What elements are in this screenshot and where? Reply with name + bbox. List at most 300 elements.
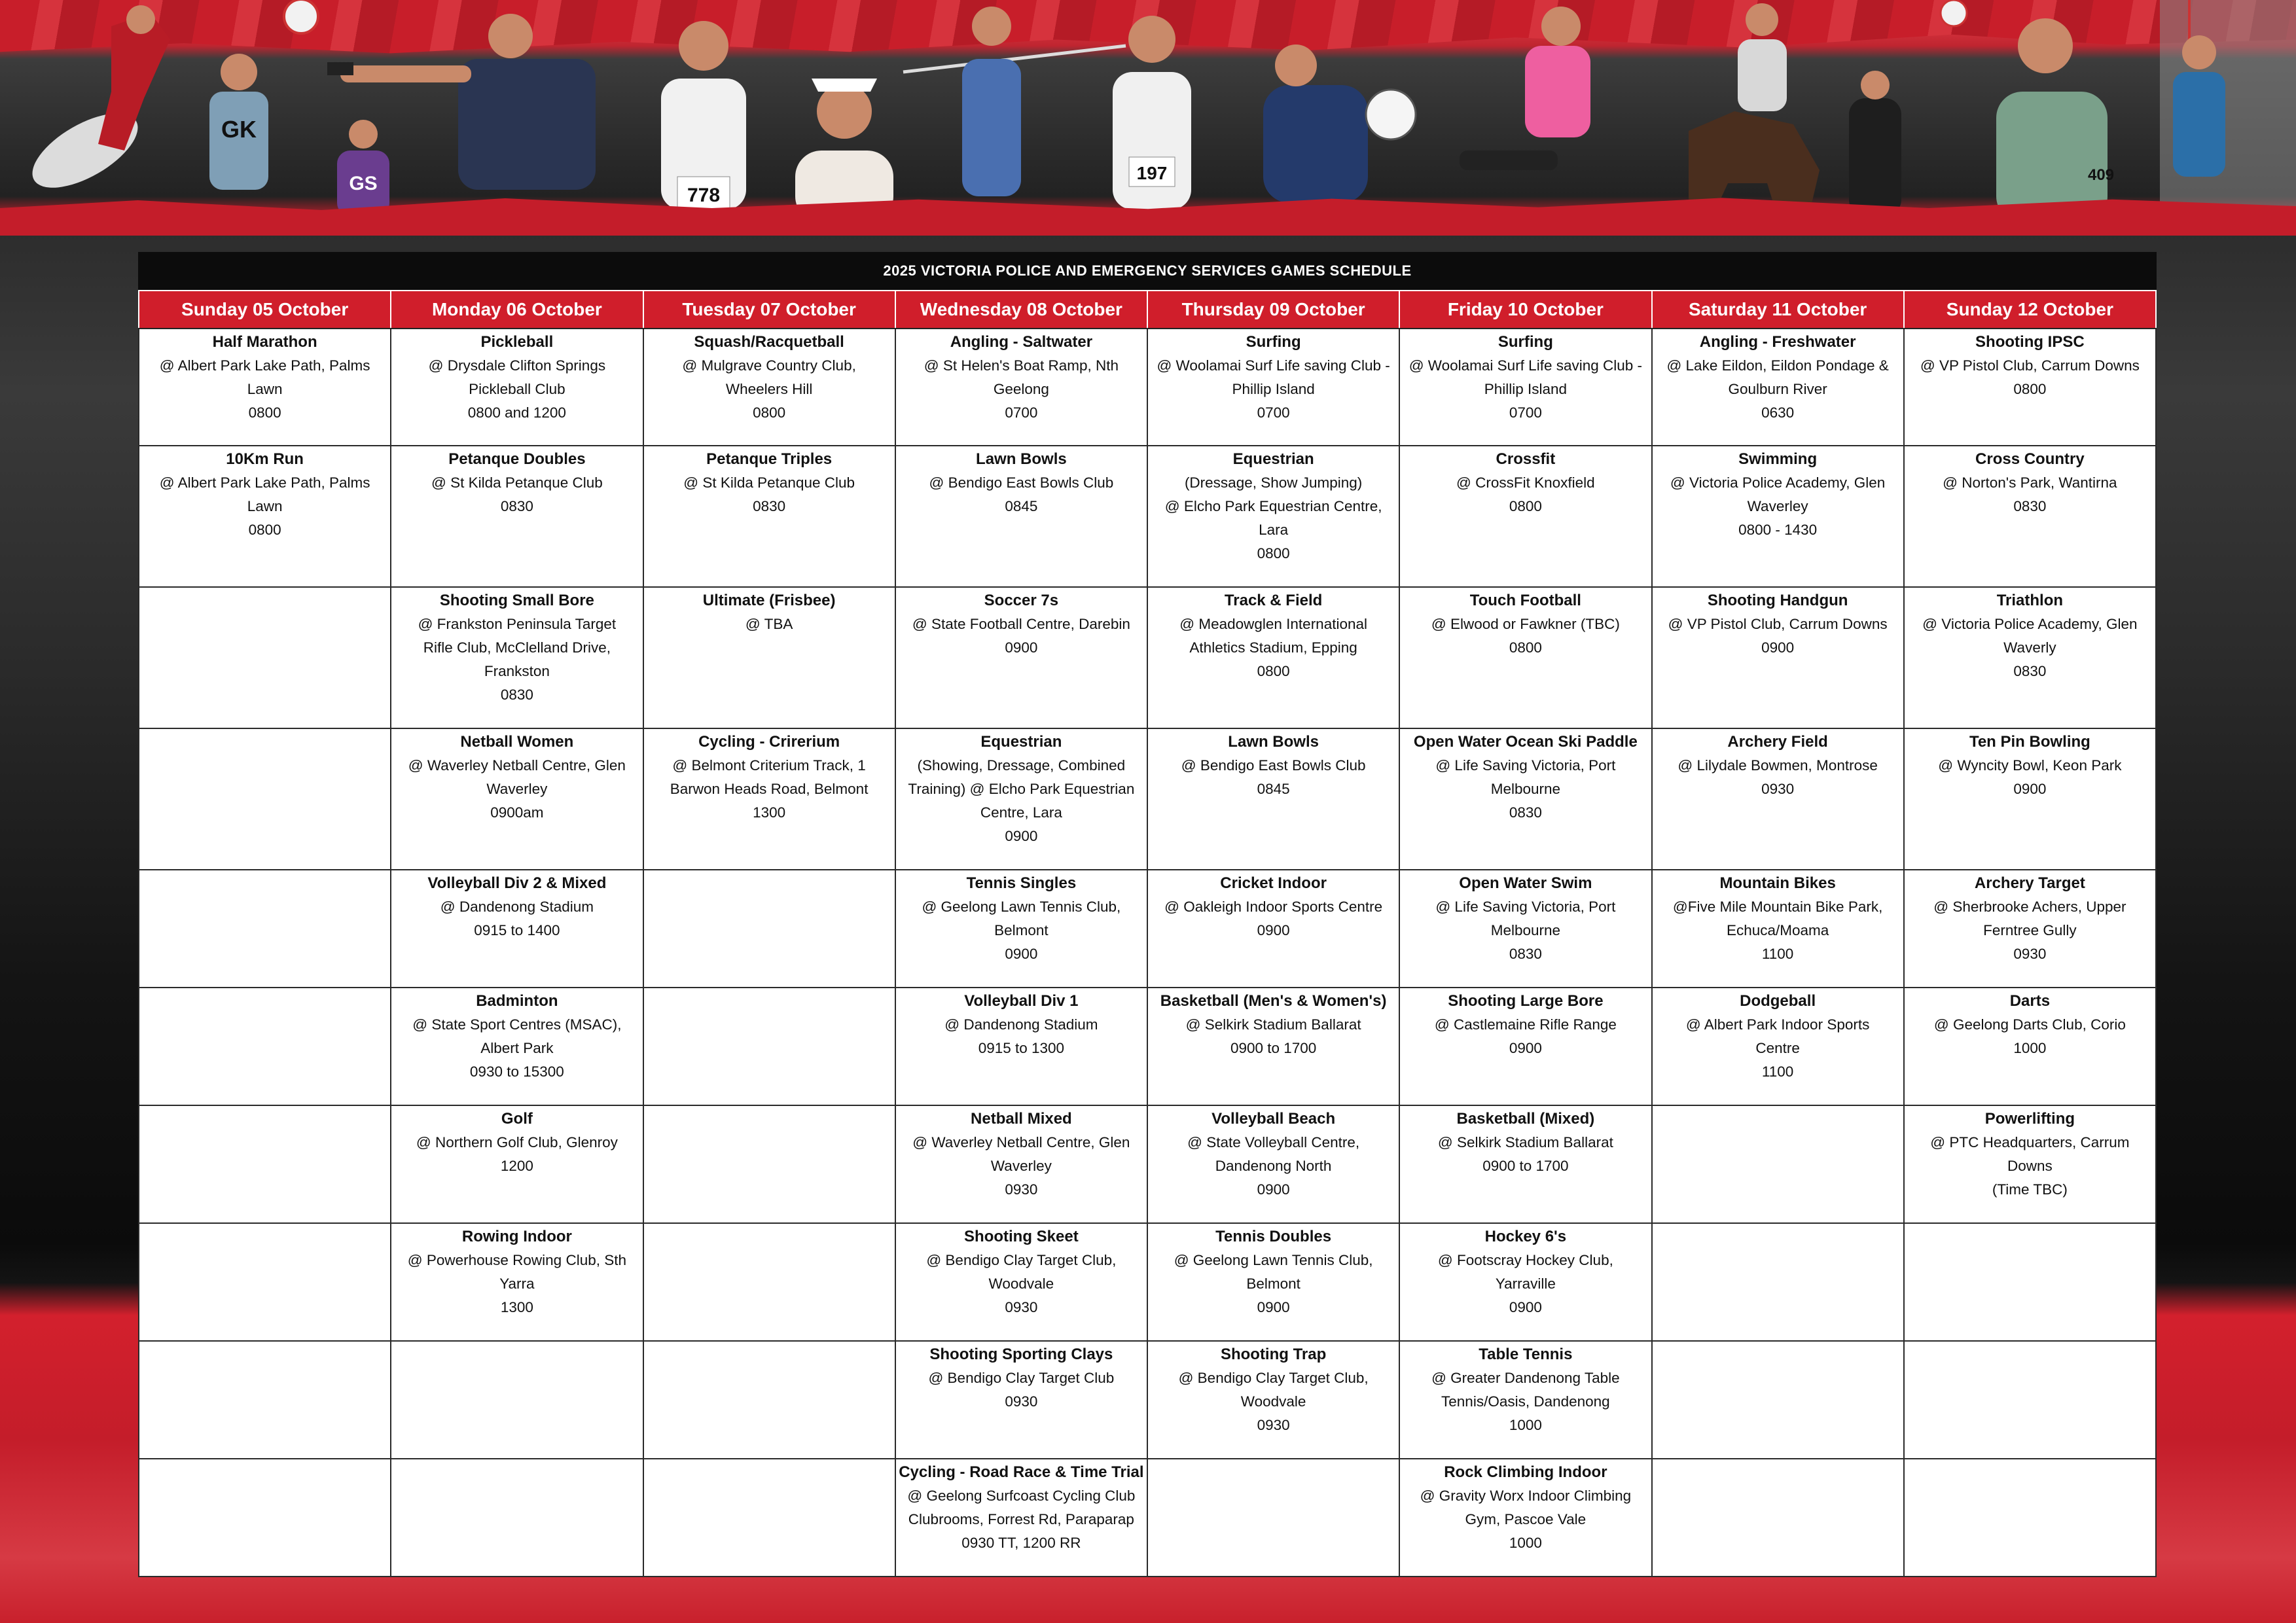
event-name: Rowing Indoor [461, 1228, 572, 1245]
schedule-cell [1652, 1223, 1904, 1341]
event-detail-line: 0800 [753, 404, 786, 421]
schedule-row [139, 988, 2156, 1105]
event-name: Equestrian [1232, 450, 1314, 468]
event-name: Crossfit [1496, 450, 1556, 468]
bib-gk: GK [221, 116, 257, 143]
event-detail-line: Lara [1259, 522, 1289, 538]
event-detail-line: @ Bendigo Clay Target Club, [1178, 1370, 1369, 1386]
schedule-cell [1904, 988, 2156, 1105]
event-detail-line: Waverley [990, 1158, 1052, 1174]
event-detail-line: @ Wyncity Bowl, Keon Park [1938, 757, 2122, 774]
event-name: Tennis Singles [966, 874, 1077, 892]
schedule-cell [1652, 728, 1904, 870]
event-detail-line: @ CrossFit Knoxfield [1456, 474, 1595, 491]
schedule-cell [1399, 1341, 1651, 1459]
schedule-cell [391, 988, 643, 1105]
schedule-cell [1147, 329, 1399, 446]
event-name: Shooting Handgun [1707, 592, 1848, 609]
event-detail-line: 0700 [1005, 404, 1038, 421]
event-name: Volleyball Div 2 & Mixed [427, 874, 607, 892]
event-name: Hockey 6's [1484, 1228, 1567, 1245]
surfer-figure [21, 5, 170, 203]
event-detail-line: @ Dandenong Stadium [944, 1016, 1098, 1033]
event-detail-line: @ PTC Headquarters, Carrum [1930, 1134, 2130, 1150]
event-detail-line: 1000 [2013, 1040, 2047, 1056]
event-detail-line: @ Life Saving Victoria, Port [1435, 899, 1616, 915]
schedule-cell [1147, 1223, 1399, 1341]
javelin-thrower-figure [903, 7, 1126, 196]
event-detail-line: @ Selkirk Stadium Ballarat [1437, 1134, 1613, 1150]
bib-197: 197 [1136, 163, 1168, 183]
event-detail-line: @ Albert Park Lake Path, Palms [159, 474, 370, 491]
schedule-cell [1399, 587, 1651, 728]
event-detail-line: 1300 [753, 804, 786, 821]
schedule-row [139, 1105, 2156, 1223]
event-detail-line: 1200 [500, 1158, 533, 1174]
event-detail-line: @ Bendigo East Bowls Club [929, 474, 1114, 491]
event-detail-line: Tennis/Oasis, Dandenong [1441, 1393, 1610, 1410]
event-detail-line: Lawn [247, 498, 283, 514]
event-detail-line: 0800 - 1430 [1738, 522, 1818, 538]
event-name: Archery Target [1974, 874, 2085, 892]
schedule-cell [643, 870, 895, 988]
event-detail-line: 0800 [2013, 381, 2047, 397]
event-detail-line: Echuca/Moama [1726, 922, 1829, 938]
event-name: Cycling - Crirerium [698, 733, 840, 751]
event-name: Golf [501, 1110, 533, 1128]
goalkeeper-figure [1460, 7, 1590, 170]
event-detail-line: Downs [2007, 1158, 2053, 1174]
schedule-row [139, 870, 2156, 988]
schedule-row [139, 587, 2156, 728]
event-name: Mountain Bikes [1719, 874, 1836, 892]
event-detail-line: Barwon Heads Road, Belmont [670, 781, 869, 797]
event-detail-line: 0915 to 1400 [474, 922, 560, 938]
event-name: Rock Climbing Indoor [1444, 1463, 1607, 1481]
event-detail-line: 0900 [1257, 922, 1290, 938]
schedule-cell [1904, 329, 2156, 446]
event-detail-line: 0845 [1005, 498, 1038, 514]
day-header: Sunday 05 October [139, 291, 391, 329]
event-name: Petanque Doubles [448, 450, 586, 468]
event-name: Basketball (Men's & Women's) [1160, 992, 1387, 1010]
schedule-cell [1652, 446, 1904, 587]
event-detail-line: 0900 [1005, 828, 1038, 844]
event-detail-line: 0830 [2013, 663, 2047, 679]
event-name: Equestrian [980, 733, 1062, 751]
schedule-cell [139, 1105, 391, 1223]
event-name: Track & Field [1224, 592, 1323, 609]
event-detail-line: 0930 [1257, 1417, 1290, 1433]
event-detail-line: 0900 [1509, 1299, 1542, 1315]
event-detail-line: @ State Volleyball Centre, [1187, 1134, 1360, 1150]
event-detail-line: (Dressage, Show Jumping) [1184, 474, 1363, 491]
event-detail-line: 0830 [1509, 946, 1542, 962]
event-detail-line: 0900 [2013, 781, 2047, 797]
event-detail-line: Phillip Island [1232, 381, 1315, 397]
event-detail-line: 0900am [490, 804, 544, 821]
schedule-cell [1399, 1105, 1651, 1223]
event-detail-line: @ Woolamai Surf Life saving Club - [1157, 357, 1390, 374]
event-detail-line: Athletics Stadium, Epping [1189, 639, 1357, 656]
event-detail-line: 0930 [1761, 781, 1795, 797]
event-detail-line: @ Norton's Park, Wantirna [1943, 474, 2117, 491]
event-detail-line: Dandenong North [1215, 1158, 1332, 1174]
event-detail-line: Clubrooms, Forrest Rd, Paraparap [908, 1511, 1134, 1527]
event-detail-line: Melbourne [1490, 781, 1561, 797]
schedule-cell [1652, 329, 1904, 446]
event-detail-line: 0930 [1005, 1393, 1038, 1410]
schedule-cell [139, 587, 391, 728]
event-name: Powerlifting [1984, 1110, 2075, 1128]
event-detail-line: @ TBA [745, 616, 793, 632]
runner-778-figure [661, 21, 746, 209]
event-detail-line: @ Bendigo East Bowls Club [1181, 757, 1366, 774]
event-name: Shooting Sporting Clays [929, 1346, 1113, 1363]
schedule-cell [1904, 870, 2156, 988]
schedule-cell [1904, 446, 2156, 587]
event-detail-line: 1100 [1761, 946, 1794, 962]
schedule-cell [1147, 988, 1399, 1105]
event-detail-line: 0930 TT, 1200 RR [961, 1535, 1081, 1551]
event-detail-line: @ Footscray Hockey Club, [1437, 1252, 1613, 1268]
event-name: Pickleball [480, 333, 554, 351]
event-detail-line: Belmont [1246, 1275, 1300, 1292]
event-detail-line: @ Lilydale Bowmen, Montrose [1677, 757, 1878, 774]
event-name: Angling - Saltwater [950, 333, 1093, 351]
event-detail-line: @ Castlemaine Rifle Range [1434, 1016, 1617, 1033]
event-name: Soccer 7s [984, 592, 1059, 609]
event-detail-line: Geelong [993, 381, 1049, 397]
schedule-cell [895, 988, 1147, 1105]
event-detail-line: @ VP Pistol Club, Carrum Downs [1668, 616, 1888, 632]
event-detail-line: @ Selkirk Stadium Ballarat [1185, 1016, 1361, 1033]
schedule-cell [643, 1105, 895, 1223]
event-detail-line: Yarraville [1495, 1275, 1556, 1292]
event-detail-line: 0830 [753, 498, 786, 514]
event-detail-line: @ Mulgrave Country Club, [682, 357, 856, 374]
event-detail-line: Woodvale [1240, 1393, 1306, 1410]
bib-778: 778 [687, 185, 721, 206]
event-detail-line: 0900 [1005, 946, 1038, 962]
event-detail-line: 0830 [500, 498, 533, 514]
schedule-cell [391, 1105, 643, 1223]
schedule-cell [1147, 728, 1399, 870]
event-name: Ultimate (Frisbee) [702, 592, 836, 609]
equestrian-figure [1689, 3, 1820, 226]
schedule-body [139, 329, 2156, 1577]
event-name: Lawn Bowls [976, 450, 1067, 468]
event-detail-line: @ Bendigo Clay Target Club, [926, 1252, 1117, 1268]
event-detail-line: 0915 to 1300 [978, 1040, 1065, 1056]
day-header: Monday 06 October [391, 291, 643, 329]
event-name: Shooting Small Bore [439, 592, 594, 609]
soccer-player-figure [1263, 45, 1416, 203]
event-detail-line: @ Life Saving Victoria, Port [1435, 757, 1616, 774]
event-name: Half Marathon [212, 333, 317, 351]
event-detail-line: @ Geelong Lawn Tennis Club, [1174, 1252, 1373, 1268]
event-detail-line: 0900 [1509, 1040, 1542, 1056]
event-detail-line: Training) @ Elcho Park Equestrian [908, 781, 1135, 797]
event-detail-line: @ Elwood or Fawkner (TBC) [1431, 616, 1620, 632]
schedule-cell [1904, 1105, 2156, 1223]
bib-gs: GS [349, 173, 378, 194]
event-detail-line: Pickleball Club [469, 381, 565, 397]
schedule-row [139, 446, 2156, 587]
schedule-cell [895, 329, 1147, 446]
schedule-cell [1147, 1105, 1399, 1223]
event-detail-line: 0830 [2013, 498, 2047, 514]
event-detail-line: 1300 [500, 1299, 533, 1315]
schedule-cell [1399, 1459, 1651, 1577]
event-detail-line: @ Gravity Worx Indoor Climbing [1420, 1488, 1632, 1504]
event-detail-line: @Five Mile Mountain Bike Park, [1672, 899, 1883, 915]
schedule-cell [1904, 1341, 2156, 1459]
schedule-cell [643, 1459, 895, 1577]
event-detail-line: @ Geelong Surfcoast Cycling Club [907, 1488, 1136, 1504]
event-name: Basketball (Mixed) [1456, 1110, 1595, 1128]
event-detail-line: @ Lake Eildon, Eildon Pondage & [1666, 357, 1889, 374]
athlete-man-smiling-figure [1996, 18, 2108, 223]
event-name: Volleyball Beach [1211, 1110, 1336, 1128]
schedule-cell [391, 446, 643, 587]
schedule-cell [643, 587, 895, 728]
event-detail-line: @ St Kilda Petanque Club [431, 474, 603, 491]
schedule-cell [895, 1223, 1147, 1341]
schedule-row [139, 1223, 2156, 1341]
schedule-cell [895, 870, 1147, 988]
event-detail-line: 0930 to 15300 [469, 1063, 564, 1080]
event-detail-line: 1000 [1509, 1417, 1542, 1433]
header-banner [0, 0, 2296, 226]
event-detail-line: 0900 [1257, 1299, 1290, 1315]
schedule-cell [895, 728, 1147, 870]
schedule-cell [1399, 728, 1651, 870]
event-detail-line: @ Victoria Police Academy, Glen [1922, 616, 2138, 632]
event-detail-line: @ Victoria Police Academy, Glen [1670, 474, 1886, 491]
event-name: Darts [2009, 992, 2051, 1010]
event-detail-line: 0630 [1761, 404, 1795, 421]
schedule-row [139, 1459, 2156, 1577]
event-detail-line: (Showing, Dressage, Combined [917, 757, 1126, 774]
schedule-cell [139, 329, 391, 446]
event-detail-line: 0800 and 1200 [467, 404, 566, 421]
event-detail-line: 1000 [1509, 1535, 1542, 1551]
bib-409: 409 [2087, 166, 2115, 184]
event-detail-line: 0830 [1509, 804, 1542, 821]
schedule-cell [391, 870, 643, 988]
event-name: Surfing [1246, 333, 1301, 351]
event-name: Open Water Swim [1459, 874, 1592, 892]
schedule-cell [139, 728, 391, 870]
rock-climber-figure [2088, 0, 2296, 226]
event-name: Cross Country [1975, 450, 2085, 468]
event-name: Tennis Doubles [1215, 1228, 1332, 1245]
schedule-cell [1147, 1341, 1399, 1459]
event-detail-line: @ State Football Centre, Darebin [912, 616, 1130, 632]
event-detail-line: 0900 [1257, 1181, 1290, 1198]
schedule-cell [391, 728, 643, 870]
schedule-cell [391, 587, 643, 728]
event-name: Ten Pin Bowling [1969, 733, 2090, 751]
event-name: Shooting Large Bore [1448, 992, 1604, 1010]
event-detail-line: @ State Sport Centres (MSAC), [412, 1016, 622, 1033]
schedule-cell [1904, 728, 2156, 870]
event-name: Touch Football [1469, 592, 1581, 609]
event-detail-line: @ Belmont Criterium Track, 1 [672, 757, 866, 774]
event-detail-line: 0800 [248, 404, 281, 421]
schedule-cell [1652, 870, 1904, 988]
schedule-cell [895, 1459, 1147, 1577]
schedule-cell [391, 1341, 643, 1459]
event-detail-line: 0900 to 1700 [1482, 1158, 1569, 1174]
event-name: Triathlon [1996, 592, 2064, 609]
event-detail-line: Rifle Club, McClelland Drive, [423, 639, 611, 656]
schedule-cell [1147, 446, 1399, 587]
event-detail-line: Centre [1755, 1040, 1800, 1056]
day-header: Sunday 12 October [1904, 291, 2156, 329]
event-detail-line: 0845 [1257, 781, 1290, 797]
event-name: Cycling - Road Race & Time Trial [899, 1463, 1144, 1481]
event-detail-line: @ Albert Park Lake Path, Palms [159, 357, 370, 374]
event-detail-line: 0800 [1257, 545, 1290, 562]
schedule-cell [1399, 1223, 1651, 1341]
event-detail-line: @ St Helen's Boat Ramp, Nth [924, 357, 1119, 374]
schedule-cell [1652, 988, 1904, 1105]
event-detail-line: @ Northern Golf Club, Glenroy [416, 1134, 618, 1150]
event-name: Archery Field [1727, 733, 1828, 751]
event-detail-line: @ St Kilda Petanque Club [683, 474, 855, 491]
day-header: Saturday 11 October [1652, 291, 1904, 329]
event-detail-line: Yarra [499, 1275, 535, 1292]
event-detail-line: Melbourne [1490, 922, 1561, 938]
schedule-title: 2025 VICTORIA POLICE AND EMERGENCY SERVICES GAMES SCHEDULE [138, 252, 2157, 290]
athletes-photo-strip [0, 0, 2296, 226]
schedule-cell [139, 1459, 391, 1577]
event-detail-line: @ Sherbrooke Achers, Upper [1933, 899, 2126, 915]
event-detail-line: @ VP Pistol Club, Carrum Downs [1920, 357, 2140, 374]
event-detail-line: @ Drysdale Clifton Springs [428, 357, 606, 374]
schedule-cell [895, 587, 1147, 728]
event-detail-line: @ Geelong Darts Club, Corio [1933, 1016, 2126, 1033]
event-name: Open Water Ocean Ski Paddle [1413, 733, 1638, 751]
event-detail-line: Belmont [994, 922, 1049, 938]
event-detail-line: 0800 [1257, 663, 1290, 679]
schedule-cell [1147, 587, 1399, 728]
event-detail-line: @ Elcho Park Equestrian Centre, [1164, 498, 1382, 514]
day-header-row [139, 291, 2156, 329]
event-detail-line: @ Dandenong Stadium [440, 899, 594, 915]
event-detail-line: 0800 [1509, 498, 1542, 514]
event-detail-line: @ Powerhouse Rowing Club, Sth [407, 1252, 626, 1268]
schedule-cell [139, 870, 391, 988]
event-name: Squash/Racquetball [694, 333, 844, 351]
event-detail-line: 1100 [1761, 1063, 1794, 1080]
schedule-cell [643, 1341, 895, 1459]
schedule-row [139, 1341, 2156, 1459]
event-detail-line: Wheelers Hill [725, 381, 813, 397]
schedule-cell [139, 446, 391, 587]
event-name: Table Tennis [1479, 1346, 1573, 1363]
event-detail-line: 0900 [1005, 639, 1038, 656]
schedule-cell [1652, 1459, 1904, 1577]
event-detail-line: @ Albert Park Indoor Sports [1685, 1016, 1870, 1033]
schedule-row [139, 728, 2156, 870]
event-name: Netball Women [460, 733, 574, 751]
schedule-cell [1399, 446, 1651, 587]
schedule-cell [895, 1105, 1147, 1223]
schedule-cell [643, 988, 895, 1105]
schedule-cell [1399, 329, 1651, 446]
event-name: Shooting Trap [1220, 1346, 1327, 1363]
event-detail-line: @ Greater Dandenong Table [1431, 1370, 1620, 1386]
event-name: Shooting Skeet [964, 1228, 1079, 1245]
event-name: Netball Mixed [971, 1110, 1072, 1128]
event-detail-line: 0830 [500, 687, 533, 703]
schedule-cell [895, 446, 1147, 587]
schedule-cell [643, 728, 895, 870]
schedule-cell [391, 329, 643, 446]
event-detail-line: 0900 [1761, 639, 1795, 656]
event-detail-line: Albert Park [480, 1040, 554, 1056]
event-name: Shooting IPSC [1975, 333, 2085, 351]
event-detail-line: 0700 [1509, 404, 1542, 421]
schedule-cell [1904, 1459, 2156, 1577]
schedule-cell [643, 1223, 895, 1341]
schedule-cell [139, 1223, 391, 1341]
event-detail-line: @ Frankston Peninsula Target [418, 616, 617, 632]
schedule-cell [1904, 587, 2156, 728]
schedule-cell [1399, 988, 1651, 1105]
event-detail-line: @ Waverley Netball Centre, Glen [408, 757, 626, 774]
day-header: Thursday 09 October [1147, 291, 1399, 329]
event-name: Dodgeball [1740, 992, 1816, 1010]
event-detail-line: @ Meadowglen International [1179, 616, 1367, 632]
schedule-row [139, 329, 2156, 446]
event-detail-line: 0700 [1257, 404, 1290, 421]
schedule-cell [895, 1341, 1147, 1459]
schedule-cell [391, 1223, 643, 1341]
day-header: Wednesday 08 October [895, 291, 1147, 329]
event-detail-line: Gym, Pascoe Vale [1465, 1511, 1587, 1527]
schedule-cell [1399, 870, 1651, 988]
event-name: Lawn Bowls [1228, 733, 1319, 751]
event-name: 10Km Run [226, 450, 304, 468]
schedule-cell [643, 446, 895, 587]
event-detail-line: @ Woolamai Surf Life saving Club - [1408, 357, 1643, 374]
event-detail-line: 0930 [2013, 946, 2047, 962]
event-detail-line: 0930 [1005, 1299, 1038, 1315]
event-detail-line: @ Oakleigh Indoor Sports Centre [1164, 899, 1383, 915]
event-detail-line: Waverly [2003, 639, 2056, 656]
day-header: Tuesday 07 October [643, 291, 895, 329]
schedule-cell [391, 1459, 643, 1577]
event-detail-line: (Time TBC) [1992, 1181, 2068, 1198]
schedule-cell [1652, 1341, 1904, 1459]
schedule-cell [643, 329, 895, 446]
event-detail-line: @ Bendigo Clay Target Club [928, 1370, 1115, 1386]
event-detail-line: 0800 [1509, 639, 1542, 656]
event-detail-line: Woodvale [988, 1275, 1054, 1292]
netball-gs-figure [337, 120, 389, 216]
event-name: Volleyball Div 1 [964, 992, 1079, 1010]
event-name: Badminton [476, 992, 558, 1010]
schedule-table [138, 290, 2157, 1577]
event-detail-line: 0930 [1005, 1181, 1038, 1198]
schedule-cell [139, 988, 391, 1105]
event-detail-line: Phillip Island [1484, 381, 1568, 397]
event-detail-line: Waverley [486, 781, 548, 797]
